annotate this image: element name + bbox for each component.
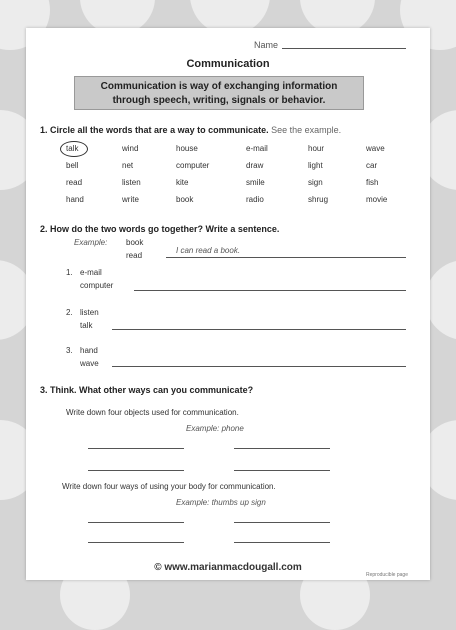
name-label: Name (254, 40, 279, 50)
word-option[interactable]: fish (366, 178, 379, 187)
word-option[interactable]: sign (308, 178, 323, 187)
word-option[interactable]: movie (366, 195, 388, 204)
word-option[interactable]: kite (176, 178, 189, 187)
example-label: Example: (74, 238, 108, 247)
word-option[interactable]: talk (66, 144, 79, 153)
body-line-3[interactable] (88, 542, 184, 543)
object-line-4[interactable] (234, 470, 330, 471)
word-option[interactable]: book (176, 195, 194, 204)
word-option[interactable]: write (122, 195, 139, 204)
word-option[interactable]: car (366, 161, 378, 170)
question-3-prompt: Think. What other ways can you communicate? (50, 385, 254, 395)
definition-line-2: through speech, writing, signals or behavior. (112, 95, 326, 106)
word-option[interactable]: shrug (308, 195, 329, 204)
item-3-word-1: hand (80, 346, 98, 355)
word-option[interactable]: wind (122, 144, 139, 153)
item-1-number: 1. (66, 268, 73, 277)
example-sentence: I can read a book. (176, 246, 241, 255)
part-2-example: Example: thumbs up sign (176, 498, 266, 507)
item-1-word-1: e-mail (80, 268, 102, 277)
question-1-prompt: Circle all the words that are a way to communicate. (50, 125, 269, 135)
item-3-number: 3. (66, 346, 73, 355)
question-3-number: 3. (40, 385, 48, 395)
worksheet-page (26, 28, 430, 580)
example-line (166, 257, 406, 258)
word-option[interactable]: radio (246, 195, 264, 204)
word-option[interactable]: listen (122, 178, 141, 187)
body-line-1[interactable] (88, 522, 184, 523)
item-2-word-2: talk (80, 321, 93, 330)
part-1-instruction: Write down four objects used for communication. (66, 408, 239, 417)
word-option[interactable]: hour (308, 144, 325, 153)
item-1-word-2: computer (80, 281, 114, 290)
question-1-number: 1. (40, 125, 48, 135)
item-2-number: 2. (66, 308, 73, 317)
word-option[interactable]: net (122, 161, 134, 170)
question-2 (40, 224, 279, 234)
word-option[interactable]: hand (66, 195, 84, 204)
object-line-2[interactable] (234, 448, 330, 449)
part-2-instruction: Write down four ways of using your body for communication. (62, 482, 276, 491)
question-1 (40, 125, 341, 135)
page-title: Communication (186, 58, 270, 70)
body-line-2[interactable] (234, 522, 330, 523)
object-line-1[interactable] (88, 448, 184, 449)
item-2-word-1: listen (80, 308, 99, 317)
word-option[interactable]: draw (246, 161, 264, 170)
example-word-2: read (126, 251, 143, 260)
body-line-4[interactable] (234, 542, 330, 543)
question-2-number: 2. (40, 224, 48, 234)
object-line-3[interactable] (88, 470, 184, 471)
footer-website: © www.marianmacdougall.com (154, 562, 302, 573)
word-option[interactable]: wave (366, 144, 385, 153)
word-option[interactable]: smile (246, 178, 265, 187)
part-1-example: Example: phone (186, 424, 244, 433)
question-1-hint: See the example. (271, 125, 342, 135)
answer-line-1[interactable] (134, 290, 406, 291)
name-line[interactable] (282, 48, 406, 49)
word-option[interactable]: e-mail (246, 144, 268, 153)
definition-line-1: Communication is way of exchanging information (100, 81, 338, 92)
word-option[interactable]: bell (66, 161, 79, 170)
answer-line-3[interactable] (112, 366, 406, 367)
question-3 (40, 385, 253, 395)
example-word-1: book (126, 238, 144, 247)
answer-line-2[interactable] (112, 329, 406, 330)
definition-box (74, 76, 364, 110)
footer-note: Reproducible page (366, 572, 408, 578)
item-3-word-2: wave (80, 359, 99, 368)
word-option[interactable]: house (176, 144, 198, 153)
word-option[interactable]: light (308, 161, 323, 170)
word-option[interactable]: read (66, 178, 83, 187)
word-option[interactable]: computer (176, 161, 210, 170)
question-2-prompt: How do the two words go together? Write a sentence. (50, 224, 280, 234)
